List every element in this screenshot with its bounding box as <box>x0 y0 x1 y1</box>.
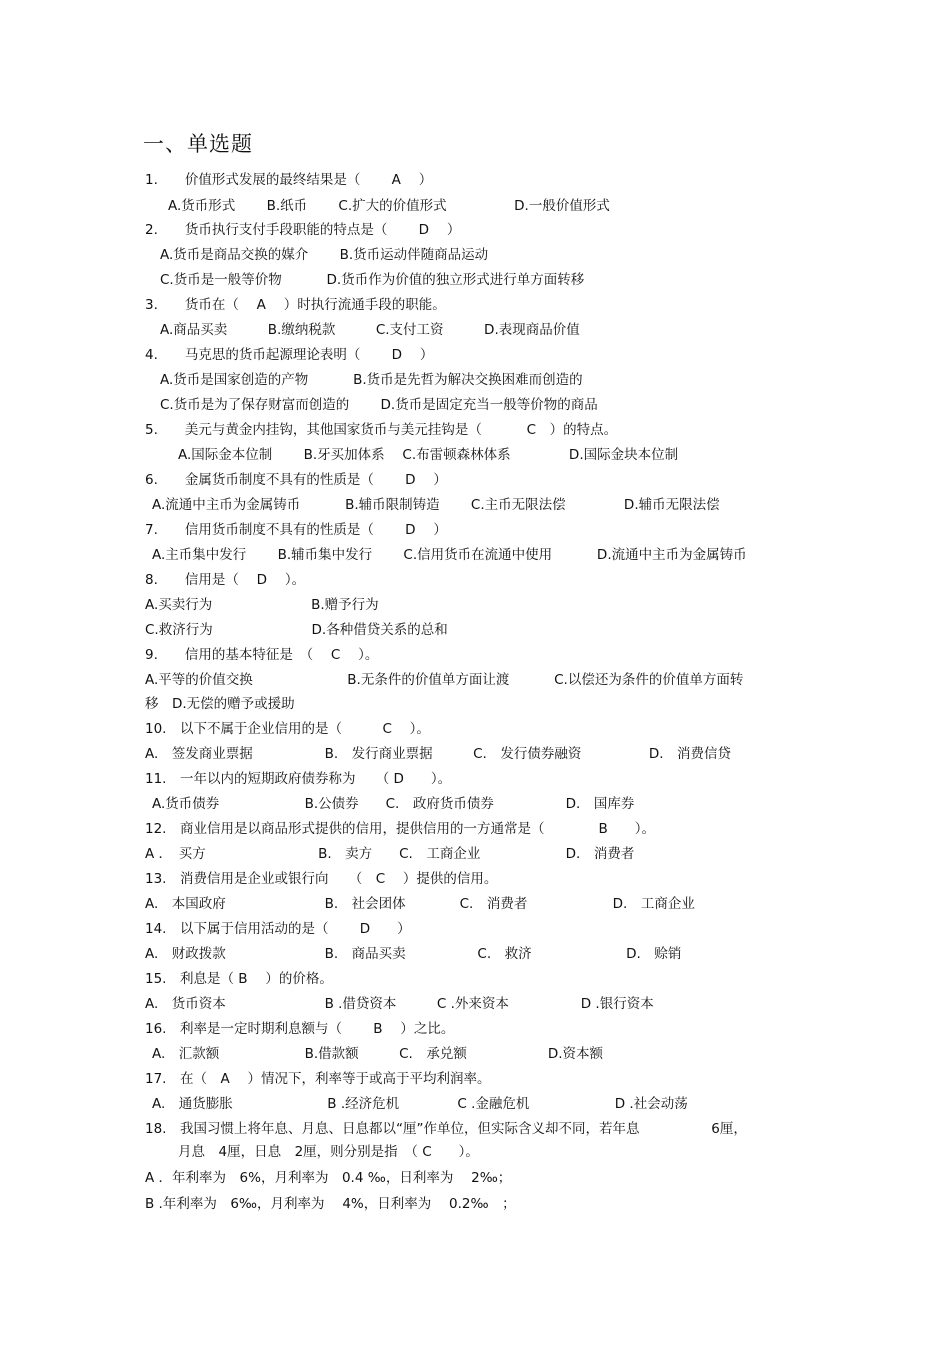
question-10: 10. 以下不属于企业信用的是（ C ）。 <box>145 721 430 737</box>
question-18-continued: 月息 4厘，日息 2厘，则分别是指 （ C ）。 <box>178 1144 479 1160</box>
question-6: 6. 金属货币制度不具有的性质是（ D ） <box>145 472 447 488</box>
question-5-options: A.国际金本位制 B.牙买加体系 C.布雷顿森林体系 D.国际金块本位制 <box>178 447 679 463</box>
question-1: 1. 价值形式发展的最终结果是（ A ） <box>145 172 433 188</box>
question-16-options: A. 汇款额 B.借款额 C. 承兑额 D.资本额 <box>152 1046 604 1062</box>
question-6-options: A.流通中主币为金属铸币 B.辅币限制铸造 C.主币无限法偿 D.辅币无限法偿 <box>152 497 720 513</box>
question-10-options: A. 签发商业票据 B. 发行商业票据 C. 发行债券融资 D. 消费信贷 <box>145 746 732 762</box>
question-17-options: A. 通货膨胀 B .经济危机 C .金融危机 D .社会动荡 <box>152 1096 688 1112</box>
question-11: 11. 一年以内的短期政府债券称为 （ D ）。 <box>145 771 452 787</box>
question-12-options: A ． 买方 B. 卖方 C. 工商企业 D. 消费者 <box>145 846 635 862</box>
question-8-options-b: C.救济行为 D.各种借贷关系的总和 <box>145 622 448 638</box>
question-11-options: A.货币债券 B.公债券 C. 政府货币债券 D. 国库券 <box>152 796 635 812</box>
question-18-option-b: B .年利率为 6‰，月利率为 4%，日利率为 0.2‰ ； <box>145 1196 516 1212</box>
question-5: 5. 美元与黄金内挂钩，其他国家货币与美元挂钩是（ C ）的特点。 <box>145 422 618 438</box>
question-9-options-a: A.平等的价值交换 B.无条件的价值单方面让渡 C.以偿还为条件的价值单方面转 <box>145 672 744 688</box>
question-2-options-b: C.货币是一般等价物 D.货币作为价值的独立形式进行单方面转移 <box>160 272 585 288</box>
question-14: 14. 以下属于信用活动的是（ D ） <box>145 921 411 937</box>
question-13: 13. 消费信用是企业或银行向 （ C ）提供的信用。 <box>145 871 498 887</box>
question-18: 18. 我国习惯上将年息、月息、日息都以“厘”作单位，但实际含义却不同，若年息 6厘， <box>145 1121 747 1137</box>
question-4-options-a: A.货币是国家创造的产物 B.货币是先哲为解决交换困难而创造的 <box>160 372 583 388</box>
question-3-options: A.商品买卖 B.缴纳税款 C.支付工资 D.表现商品价值 <box>160 322 580 338</box>
question-16: 16. 利率是一定时期利息额与（ B ）之比。 <box>145 1021 455 1037</box>
question-2: 2. 货币执行支付手段职能的特点是（ D ） <box>145 222 461 238</box>
question-9: 9. 信用的基本特征是 （ C ）。 <box>145 647 379 663</box>
question-18-option-a: A ．年利率为 6%，月利率为 0.4 ‰，日利率为 2‰； <box>145 1170 512 1186</box>
question-4-options-b: C.货币是为了保存财富而创造的 D.货币是固定充当一般等价物的商品 <box>160 397 598 413</box>
question-12: 12. 商业信用是以商品形式提供的信用，提供信用的一方通常是（ B ）。 <box>145 821 655 837</box>
question-1-options: A.货币形式 B.纸币 C.扩大的价值形式 D.一般价值形式 <box>168 198 610 214</box>
question-7-options: A.主币集中发行 B.辅币集中发行 C.信用货币在流通中使用 D.流通中主币为金属铸币 <box>152 547 747 563</box>
question-4: 4. 马克思的货币起源理论表明（ D ） <box>145 347 434 363</box>
question-15-options: A. 货币资本 B .借贷资本 C .外来资本 D .银行资本 <box>145 996 654 1012</box>
question-2-options-a: A.货币是商品交换的媒介 B.货币运动伴随商品运动 <box>160 247 489 263</box>
section-heading: 一、单选题 <box>143 132 253 156</box>
question-13-options: A. 本国政府 B. 社会团体 C. 消费者 D. 工商企业 <box>145 896 695 912</box>
question-7: 7. 信用货币制度不具有的性质是（ D ） <box>145 522 447 538</box>
question-14-options: A. 财政拨款 B. 商品买卖 C. 救济 D. 赊销 <box>145 946 682 962</box>
question-15: 15. 利息是（ B ）的价格。 <box>145 971 333 987</box>
question-9-options-b: 移 D.无偿的赠予或援助 <box>145 696 295 712</box>
question-17: 17. 在（ A ）情况下，利率等于或高于平均利润率。 <box>145 1071 491 1087</box>
question-3: 3. 货币在（ A ）时执行流通手段的职能。 <box>145 297 446 313</box>
question-8: 8. 信用是（ D ）。 <box>145 572 306 588</box>
question-8-options-a: A.买卖行为 B.赠予行为 <box>145 597 379 613</box>
